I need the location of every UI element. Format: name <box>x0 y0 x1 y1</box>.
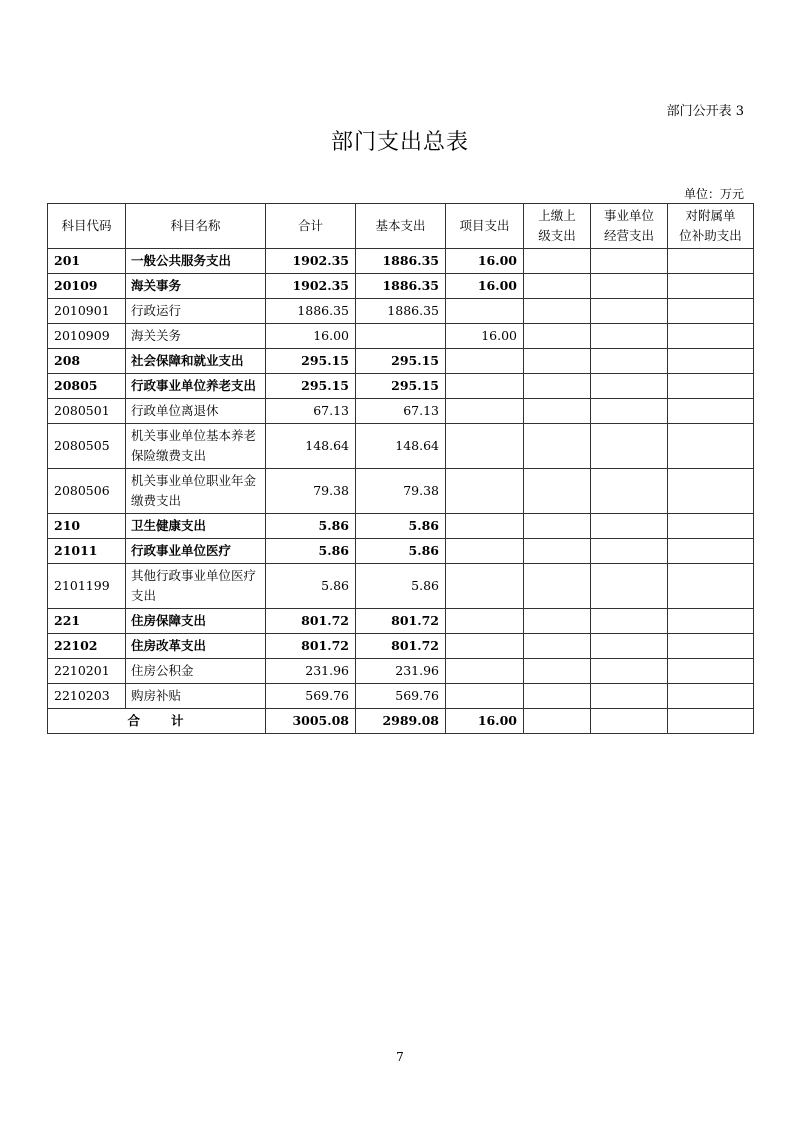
subsidy-cell <box>668 659 754 684</box>
total-cell: 801.72 <box>266 609 356 634</box>
total-cell: 5.86 <box>266 514 356 539</box>
project-cell <box>446 469 524 514</box>
code-cell: 20805 <box>48 374 126 399</box>
total-row <box>48 709 754 734</box>
remit-cell <box>524 634 591 659</box>
subsidy-cell <box>668 399 754 424</box>
name-cell: 住房改革支出 <box>126 634 266 659</box>
business-cell <box>591 564 668 609</box>
subsidy-cell <box>668 514 754 539</box>
business-cell <box>591 634 668 659</box>
project-cell <box>446 539 524 564</box>
header-remit <box>524 204 591 249</box>
basic-cell: 801.72 <box>356 634 446 659</box>
code-cell: 2080506 <box>48 469 126 514</box>
code-cell: 21011 <box>48 539 126 564</box>
table-row <box>48 609 754 634</box>
table-row <box>48 539 754 564</box>
code-cell: 208 <box>48 349 126 374</box>
basic-cell: 295.15 <box>356 349 446 374</box>
business-cell <box>591 659 668 684</box>
code-cell: 2101199 <box>48 564 126 609</box>
code-cell: 2210201 <box>48 659 126 684</box>
remit-cell <box>524 514 591 539</box>
subsidy-cell <box>668 469 754 514</box>
total-cell: 79.38 <box>266 469 356 514</box>
total-cell: 1902.35 <box>266 249 356 274</box>
total-cell: 67.13 <box>266 399 356 424</box>
table-row <box>48 514 754 539</box>
subsidy-cell <box>668 684 754 709</box>
remit-cell <box>524 349 591 374</box>
project-cell <box>446 564 524 609</box>
name-cell: 机关事业单位基本养老保险缴费支出 <box>126 424 266 469</box>
page-title: 部门支出总表 <box>330 130 469 155</box>
remit-cell <box>524 659 591 684</box>
name-cell: 住房公积金 <box>126 659 266 684</box>
total-business <box>591 709 668 734</box>
name-cell: 社会保障和就业支出 <box>126 349 266 374</box>
name-cell: 机关事业单位职业年金缴费支出 <box>126 469 266 514</box>
project-cell <box>446 609 524 634</box>
code-cell: 221 <box>48 609 126 634</box>
project-cell <box>446 659 524 684</box>
basic-cell: 1886.35 <box>356 274 446 299</box>
subsidy-cell <box>668 349 754 374</box>
code-cell: 2010901 <box>48 299 126 324</box>
total-cell: 801.72 <box>266 634 356 659</box>
name-cell: 购房补贴 <box>126 684 266 709</box>
remit-cell <box>524 424 591 469</box>
total-basic: 2989.08 <box>356 709 446 734</box>
code-cell: 201 <box>48 249 126 274</box>
project-cell <box>446 399 524 424</box>
total-label: 合 计 <box>48 709 266 734</box>
remit-cell <box>524 469 591 514</box>
table-row <box>48 634 754 659</box>
project-cell: 16.00 <box>446 324 524 349</box>
basic-cell: 1886.35 <box>356 249 446 274</box>
project-cell: 16.00 <box>446 249 524 274</box>
table-row <box>48 564 754 609</box>
business-cell <box>591 399 668 424</box>
header-subsidy <box>668 204 754 249</box>
total-cell: 148.64 <box>266 424 356 469</box>
basic-cell: 1886.35 <box>356 299 446 324</box>
remit-cell <box>524 274 591 299</box>
table-row <box>48 274 754 299</box>
table-tag: 部门公开表 3 <box>666 104 744 119</box>
remit-cell <box>524 374 591 399</box>
name-cell: 住房保障支出 <box>126 609 266 634</box>
total-remit <box>524 709 591 734</box>
subsidy-cell <box>668 564 754 609</box>
header-subsidy-line2: 位补助支出 <box>679 228 742 243</box>
remit-cell <box>524 324 591 349</box>
basic-cell: 801.72 <box>356 609 446 634</box>
project-cell <box>446 299 524 324</box>
remit-cell <box>524 399 591 424</box>
basic-cell: 5.86 <box>356 564 446 609</box>
page-number: 7 <box>396 1050 404 1064</box>
total-total: 3005.08 <box>266 709 356 734</box>
code-cell: 2210203 <box>48 684 126 709</box>
business-cell <box>591 469 668 514</box>
name-cell: 海关事务 <box>126 274 266 299</box>
name-cell: 行政单位离退休 <box>126 399 266 424</box>
total-cell: 5.86 <box>266 539 356 564</box>
total-cell: 295.15 <box>266 349 356 374</box>
remit-cell <box>524 609 591 634</box>
header-remit-line2: 级支出 <box>538 228 576 243</box>
subsidy-cell <box>668 424 754 469</box>
basic-cell: 5.86 <box>356 514 446 539</box>
project-cell <box>446 514 524 539</box>
basic-cell: 67.13 <box>356 399 446 424</box>
subsidy-cell <box>668 609 754 634</box>
expenditure-table <box>47 203 754 734</box>
name-cell: 卫生健康支出 <box>126 514 266 539</box>
header-business-line2: 经营支出 <box>603 228 654 243</box>
project-cell <box>446 684 524 709</box>
subsidy-cell <box>668 539 754 564</box>
table-row <box>48 424 754 469</box>
subsidy-cell <box>668 374 754 399</box>
subsidy-cell <box>668 299 754 324</box>
remit-cell <box>524 684 591 709</box>
unit-label: 单位：万元 <box>683 187 744 201</box>
project-cell: 16.00 <box>446 274 524 299</box>
header-project: 项目支出 <box>446 204 524 249</box>
header-subsidy-line1: 对附属单 <box>685 208 736 223</box>
name-cell: 行政事业单位医疗 <box>126 539 266 564</box>
header-remit-line1: 上缴上 <box>538 208 576 223</box>
total-project: 16.00 <box>446 709 524 734</box>
table-row <box>48 399 754 424</box>
business-cell <box>591 249 668 274</box>
header-business-line1: 事业单位 <box>603 208 654 223</box>
basic-cell: 79.38 <box>356 469 446 514</box>
total-cell: 16.00 <box>266 324 356 349</box>
business-cell <box>591 274 668 299</box>
business-cell <box>591 609 668 634</box>
basic-cell <box>356 324 446 349</box>
business-cell <box>591 424 668 469</box>
table-row <box>48 684 754 709</box>
table-row <box>48 299 754 324</box>
business-cell <box>591 374 668 399</box>
name-cell: 行政事业单位养老支出 <box>126 374 266 399</box>
header-total: 合计 <box>266 204 356 249</box>
table-row <box>48 659 754 684</box>
header-name: 科目名称 <box>126 204 266 249</box>
business-cell <box>591 514 668 539</box>
project-cell <box>446 634 524 659</box>
header-business <box>591 204 668 249</box>
total-cell: 1902.35 <box>266 274 356 299</box>
business-cell <box>591 324 668 349</box>
subsidy-cell <box>668 634 754 659</box>
basic-cell: 231.96 <box>356 659 446 684</box>
name-cell: 一般公共服务支出 <box>126 249 266 274</box>
business-cell <box>591 539 668 564</box>
name-cell: 海关关务 <box>126 324 266 349</box>
project-cell <box>446 424 524 469</box>
total-cell: 1886.35 <box>266 299 356 324</box>
table-row <box>48 324 754 349</box>
code-cell: 22102 <box>48 634 126 659</box>
table-row <box>48 249 754 274</box>
basic-cell: 5.86 <box>356 539 446 564</box>
remit-cell <box>524 539 591 564</box>
subsidy-cell <box>668 324 754 349</box>
project-cell <box>446 349 524 374</box>
table-row <box>48 469 754 514</box>
code-cell: 2080501 <box>48 399 126 424</box>
remit-cell <box>524 564 591 609</box>
basic-cell: 569.76 <box>356 684 446 709</box>
total-cell: 569.76 <box>266 684 356 709</box>
header-code: 科目代码 <box>48 204 126 249</box>
code-cell: 2080505 <box>48 424 126 469</box>
total-cell: 231.96 <box>266 659 356 684</box>
total-subsidy <box>668 709 754 734</box>
table-row <box>48 349 754 374</box>
remit-cell <box>524 249 591 274</box>
subsidy-cell <box>668 274 754 299</box>
project-cell <box>446 374 524 399</box>
basic-cell: 295.15 <box>356 374 446 399</box>
header-basic: 基本支出 <box>356 204 446 249</box>
code-cell: 210 <box>48 514 126 539</box>
business-cell <box>591 349 668 374</box>
name-cell: 其他行政事业单位医疗支出 <box>126 564 266 609</box>
total-cell: 5.86 <box>266 564 356 609</box>
basic-cell: 148.64 <box>356 424 446 469</box>
business-cell <box>591 299 668 324</box>
total-cell: 295.15 <box>266 374 356 399</box>
table-row <box>48 374 754 399</box>
header-row <box>48 204 754 249</box>
name-cell: 行政运行 <box>126 299 266 324</box>
code-cell: 2010909 <box>48 324 126 349</box>
code-cell: 20109 <box>48 274 126 299</box>
remit-cell <box>524 299 591 324</box>
business-cell <box>591 684 668 709</box>
subsidy-cell <box>668 249 754 274</box>
